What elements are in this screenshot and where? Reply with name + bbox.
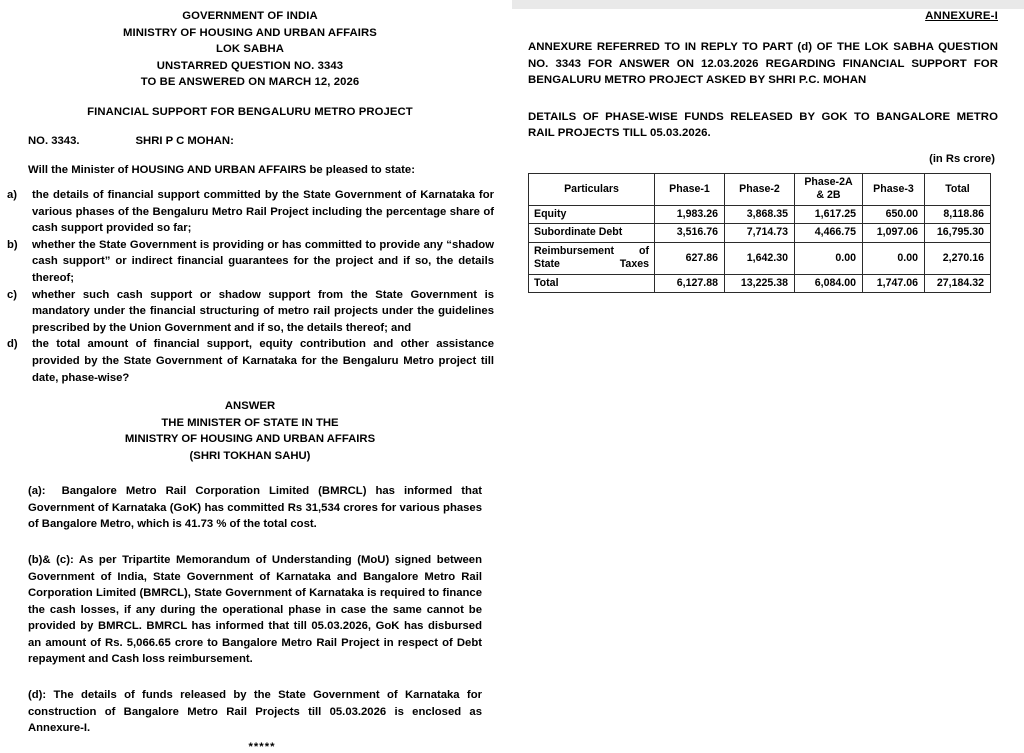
annexure-reference-text: ANNEXURE REFERRED TO IN REPLY TO PART (d) OF THE LOK SABHA QUESTION NO. 3343 FOR ANSWER ON 12.03.2026 REGARDING FINANCIAL SUPPORT FOR BENGALURU METRO PROJECT ASKED BY SHRI P.C. MOHAN bbox=[528, 41, 998, 87]
question-number: NO. 3343. bbox=[28, 135, 80, 147]
cell-equity-total: 8,118.86 bbox=[925, 205, 991, 224]
question-parts-list bbox=[4, 187, 496, 386]
table-row bbox=[529, 224, 991, 243]
cell-subordinate-debt-phase-3: 1,097.06 bbox=[863, 224, 925, 243]
cell-reimbursement-total: 2,270.16 bbox=[925, 242, 991, 274]
cell-equity-phase-1: 1,983.26 bbox=[655, 205, 725, 224]
header-line-answer-date: TO BE ANSWERED ON MARCH 12, 2026 bbox=[140, 76, 360, 88]
answer-label: ANSWER bbox=[224, 400, 276, 413]
subject-title: FINANCIAL SUPPORT FOR BENGALURU METRO PROJECT bbox=[87, 105, 413, 118]
row-label-reimbursement-state-taxes bbox=[529, 242, 655, 274]
header-line-house: LOK SABHA bbox=[215, 43, 285, 55]
annexure-details-heading: DETAILS OF PHASE-WISE FUNDS RELEASED BY GOK TO BANGALORE METRO RAIL PROJECTS TILL 05.03.2026. bbox=[528, 110, 998, 140]
column-header-phase-2: Phase-2 bbox=[725, 173, 795, 205]
question-part-a-text: the details of financial support committed by the State Government of Karnataka for various phases of the Bengaluru Metro Rail Project including the percentage share of cash support provided so far; bbox=[32, 189, 494, 235]
question-part-a-marker: a) bbox=[7, 189, 18, 201]
header-line-question-no: UNSTARRED QUESTION NO. 3343 bbox=[156, 59, 344, 72]
answer-part-bc: (b)& (c): As per Tripartite Memorandum of Understanding (MoU) signed between Government of India, State Government of Karnataka and Bangalore Metro Rail Corporation Limited (BMRCL), State Government of Karnataka is required to finance the cash losses, if any during the operational phase in case the same cannot be provided by BMRCL. BMRCL has informed that till 05.03.2026, GoK has disbursed an amount of Rs. 5,066.65 crore to Bangalore Metro Rail Project in respect of Debt repayment and Cash loss reimbursement. bbox=[28, 553, 482, 666]
document-header bbox=[4, 8, 496, 91]
question-part-b bbox=[4, 237, 496, 287]
header-line-ministry: MINISTRY OF HOUSING AND URBAN AFFAIRS bbox=[123, 26, 377, 39]
answer-heading bbox=[4, 398, 496, 464]
cell-reimbursement-phase-3: 0.00 bbox=[863, 242, 925, 274]
answer-part-a bbox=[4, 483, 496, 533]
header-line-government: GOVERNMENT OF INDIA bbox=[182, 10, 318, 22]
cell-reimbursement-phase-1: 627.86 bbox=[655, 242, 725, 274]
cell-equity-phase-2: 3,868.35 bbox=[725, 205, 795, 224]
cell-subordinate-debt-phase-2: 7,714.73 bbox=[725, 224, 795, 243]
end-of-document-mark: ***** bbox=[248, 740, 276, 753]
cell-subordinate-debt-phase-2a-2b: 4,466.75 bbox=[795, 224, 863, 243]
cell-subordinate-debt-phase-1: 3,516.76 bbox=[655, 224, 725, 243]
table-row bbox=[529, 205, 991, 224]
row-label-subordinate-debt: Subordinate Debt bbox=[529, 224, 655, 243]
annexure-column bbox=[512, 0, 1024, 735]
column-header-particulars: Particulars bbox=[529, 173, 655, 205]
answer-part-a-label: (a): bbox=[28, 485, 46, 498]
row-label-total: Total bbox=[529, 274, 655, 293]
cell-reimbursement-phase-2: 1,642.30 bbox=[725, 242, 795, 274]
answer-minister-line-1: THE MINISTER OF STATE IN THE bbox=[161, 416, 339, 429]
question-part-d-text: the total amount of financial support, equity contribution and other assistance provided by the State Government of Karnataka for the Bengaluru Metro project till date, phase-wise? bbox=[32, 338, 494, 384]
column-header-phase-3: Phase-3 bbox=[863, 173, 925, 205]
answer-part-a-text: Bangalore Metro Rail Corporation Limited (BMRCL) has informed that Government of Karnataka (GoK) has committed Rs 31,534 crores for various phases of Bangalore Metro, which is 41.73 % of the total cost. bbox=[28, 485, 482, 531]
question-part-b-text: whether the State Government is providing or has committed to provide any “shadow cash support” or indirect financial guarantees for the project and if so, the details thereof; bbox=[32, 238, 494, 284]
table-header-row bbox=[529, 173, 991, 205]
cell-equity-phase-2a-2b: 1,617.25 bbox=[795, 205, 863, 224]
column-header-phase-2a-2b bbox=[795, 173, 863, 205]
cell-total-phase-2: 13,225.38 bbox=[725, 274, 795, 293]
cell-total-phase-1: 6,127.88 bbox=[655, 274, 725, 293]
question-part-c-text: whether such cash support or shadow support from the State Government is mandatory under the financial structuring of metro rail projects under the guidelines prescribed by the Union Government and if so, the details thereof; and bbox=[32, 288, 494, 334]
answer-minister-line-2: MINISTRY OF HOUSING AND URBAN AFFAIRS bbox=[124, 433, 376, 446]
cell-subordinate-debt-total: 16,795.30 bbox=[925, 224, 991, 243]
cell-reimbursement-phase-2a-2b: 0.00 bbox=[795, 242, 863, 274]
funds-table bbox=[528, 173, 991, 294]
cell-total-phase-3: 1,747.06 bbox=[863, 274, 925, 293]
question-part-b-marker: b) bbox=[7, 238, 18, 251]
cell-equity-phase-3: 650.00 bbox=[863, 205, 925, 224]
column-header-phase-2a-line-1: Phase-2A bbox=[804, 175, 853, 188]
table-row bbox=[529, 274, 991, 293]
asked-by-name: SHRI P C MOHAN: bbox=[135, 135, 234, 147]
table-row bbox=[529, 242, 991, 274]
cell-total-phase-2a-2b: 6,084.00 bbox=[795, 274, 863, 293]
question-part-a bbox=[4, 187, 496, 237]
question-part-c bbox=[4, 287, 496, 337]
column-header-phase-1: Phase-1 bbox=[655, 173, 725, 205]
question-part-d-marker: d) bbox=[7, 338, 18, 351]
question-part-c-marker: c) bbox=[7, 288, 18, 301]
cell-total-grand-total: 27,184.32 bbox=[925, 274, 991, 293]
units-note: (in Rs crore) bbox=[929, 152, 995, 165]
row-label-equity: Equity bbox=[529, 205, 655, 224]
will-minister-line: Will the Minister of HOUSING AND URBAN AFFAIRS be pleased to state: bbox=[28, 163, 415, 176]
question-number-line bbox=[4, 133, 496, 150]
annexure-tag: ANNEXURE-I bbox=[925, 10, 998, 22]
row-label-reimbursement-line-2: State Taxes bbox=[534, 258, 649, 271]
answer-minister-name: (SHRI TOKHAN SAHU) bbox=[189, 449, 311, 462]
answer-part-d: (d): The details of funds released by the State Government of Karnataka for construction of Bangalore Metro Rail Projects till 05.03.2026 is enclosed as Annexure-I. bbox=[28, 689, 482, 735]
question-part-d bbox=[4, 336, 496, 386]
column-header-phase-2a-line-2: & 2B bbox=[816, 189, 841, 202]
column-header-total: Total bbox=[925, 173, 991, 205]
row-label-reimbursement-line-1: Reimbursement of bbox=[534, 244, 649, 257]
